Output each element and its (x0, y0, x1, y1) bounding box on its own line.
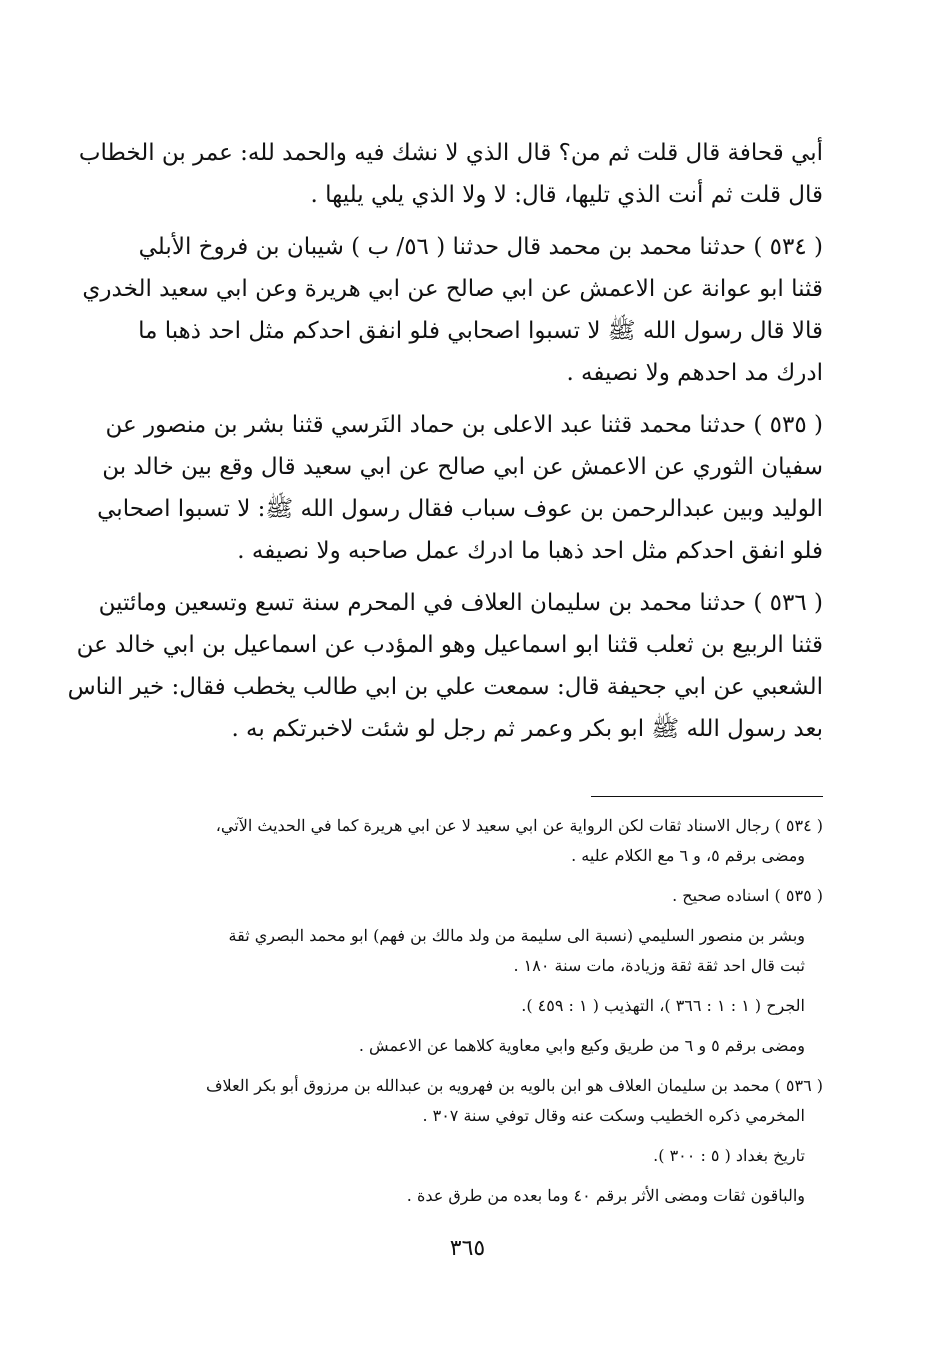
text-line: سفيان الثوري عن الاعمش عن ابي صالح عن ابي سعيد قال وقع بين خالد بن (102, 454, 823, 480)
footnote-536-refs (124, 1141, 823, 1171)
footnote-535-previous (124, 1031, 823, 1061)
footnote-536 (124, 1071, 823, 1131)
text-line: قالا قال رسول الله ﷺ لا تسبوا اصحابي فلو انفق احدكم مثل احد ذهبا ما (138, 318, 823, 344)
paragraph-continuation (78, 132, 823, 216)
text-line: قثنا الربيع بن ثعلب قثنا ابو اسماعيل وهو المؤدب عن اسماعيل بن ابي خالد عن (76, 632, 823, 658)
footnotes (124, 811, 823, 1211)
page-number: ٣٦٥ (449, 1236, 486, 1261)
footnote-line: ومضى برقم ٥ و ٦ من طريق وكيع وابي معاوية كلاهما عن الاعمش . (358, 1036, 805, 1055)
text-line: قثنا ابو عوانة عن الاعمش عن ابي صالح عن ابي هريرة وعن ابي سعيد الخدري (82, 276, 823, 302)
footnote-line: الجرح ( ١ : ١ : ٣٦٦ )، التهذيب ( ١ : ٤٥٩ ). (521, 996, 805, 1015)
footnote-535-narrator (124, 921, 823, 981)
footnote-line: المخرمي ذكره الخطيب وسكت عنه وقال توفي سنة ٣٠٧ . (422, 1106, 805, 1125)
footnote-line: ثبت قال احد ثقة ثقة وزيادة، مات سنة ١٨٠ . (513, 956, 805, 975)
footnote-line: ( ٥٣٤ ) رجال الاسناد ثقات لكن الرواية عن ابي سعيد لا عن ابي هريرة كما في الحديث الآتي، (215, 816, 823, 835)
footnote-line: ( ٥٣٥ ) اسناده صحيح . (672, 886, 823, 905)
footnote-line: ومضى برقم ٥، و ٦ مع الكلام عليه . (571, 846, 805, 865)
text-line: بعد رسول الله ﷺ ابو بكر وعمر ثم رجل لو شئت لاخبرتكم به . (231, 716, 823, 742)
text-line: فلو انفق احدكم مثل احد ذهبا ما ادرك عمل صاحبه ولا نصيفه . (237, 538, 823, 564)
footnote-line: تاريخ بغداد ( ٥ : ٣٠٠ ). (653, 1146, 805, 1165)
text-line: أبي قحافة قال قلت ثم من؟ قال الذي لا نشك فيه والحمد لله: عمر بن الخطاب (78, 140, 823, 166)
footnote-separator (591, 796, 823, 797)
main-text (67, 132, 823, 750)
text-line: ( ٥٣٤ ) حدثنا محمد بن محمد قال حدثنا ( ٥٦/ ب ) شيبان بن فروخ الأبلي (138, 234, 823, 260)
text-line: الوليد وبين عبدالرحمن بن عوف سباب فقال رسول الله ﷺ: لا تسبوا اصحابي (97, 496, 823, 522)
hadith-534 (82, 226, 823, 394)
hadith-535 (97, 404, 823, 572)
footnote-535 (124, 881, 823, 911)
text-line: الشعبي عن ابي جحيفة قال: سمعت علي بن ابي طالب يخطب فقال: خير الناس (67, 674, 823, 700)
footnote-line: ( ٥٣٦ ) محمد بن سليمان العلاف هو ابن بالويه بن فهرويه بن عبدالله بن مرزوق أبو بكر العلاف (205, 1076, 823, 1095)
footnote-534 (124, 811, 823, 871)
text-line: قال قلت ثم أنت الذي تليها، قال: لا ولا الذي يلي يليها . (310, 182, 823, 208)
footnote-535-refs (124, 991, 823, 1021)
hadith-536 (67, 582, 823, 750)
text-line: ادرك مد احدهم ولا نصيفه . (566, 360, 823, 386)
footnote-536-remaining (124, 1181, 823, 1211)
text-line: ( ٥٣٦ ) حدثنا محمد بن سليمان العلاف في المحرم سنة تسع وتسعين ومائتين (98, 590, 823, 616)
footnote-line: والباقون ثقات ومضى الأثر برقم ٤٠ وما بعده من طرق عدة . (406, 1186, 805, 1205)
footnote-line: وبشر بن منصور السليمي (نسبة الى سليمة من ولد مالك بن فهم) ابو محمد البصري ثقة (228, 926, 805, 945)
text-line: ( ٥٣٥ ) حدثنا محمد قثنا عبد الاعلى بن حماد النَرسي قثنا بشر بن منصور عن (105, 412, 823, 438)
